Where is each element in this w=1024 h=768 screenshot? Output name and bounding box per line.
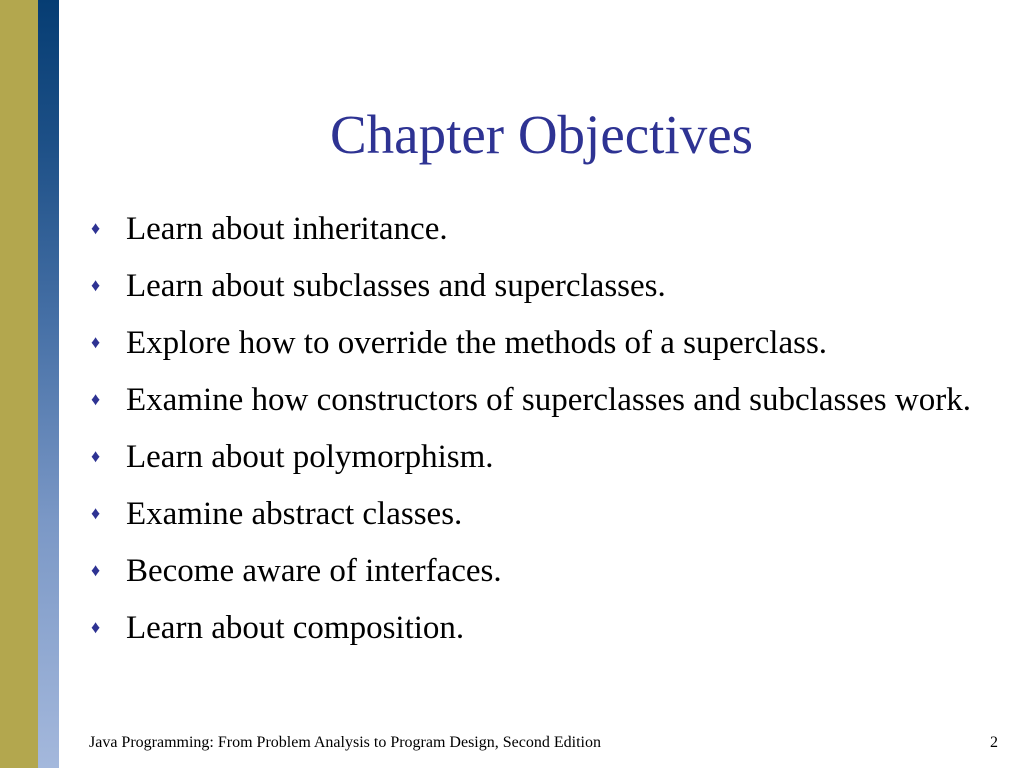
diamond-bullet-icon: ♦ (91, 503, 101, 523)
list-item (89, 605, 999, 652)
slide-title: Chapter Objectives (329, 104, 754, 165)
objectives-list (89, 206, 999, 662)
left-gold-stripe (0, 0, 38, 768)
list-item (89, 206, 999, 253)
diamond-bullet-icon: ♦ (91, 218, 101, 238)
left-blue-stripe (38, 0, 59, 768)
diamond-bullet-icon: ♦ (91, 275, 101, 295)
diamond-bullet-icon: ♦ (91, 389, 101, 409)
list-item (89, 263, 999, 310)
list-item-text: Examine abstract classes. (126, 496, 463, 532)
diamond-bullet-icon: ♦ (91, 560, 101, 580)
footer-book-title: Java Programming: From Problem Analysis to Program Design, Second Edition (89, 734, 601, 751)
list-item-text: Become aware of interfaces. (126, 553, 502, 589)
list-item (89, 434, 999, 481)
diamond-bullet-icon: ♦ (91, 332, 101, 352)
list-item-text: Learn about polymorphism. (126, 439, 494, 475)
list-item-text: Learn about composition. (126, 610, 465, 646)
list-item-text: Examine how constructors of superclasses and subclasses work. (126, 382, 971, 418)
diamond-bullet-icon: ♦ (91, 446, 101, 466)
list-item-text: Learn about subclasses and superclasses. (126, 268, 666, 304)
list-item-text: Explore how to override the methods of a superclass. (126, 325, 828, 361)
diamond-bullet-icon: ♦ (91, 617, 101, 637)
list-item-text: Learn about inheritance. (126, 211, 448, 247)
list-item (89, 320, 999, 367)
list-item (89, 491, 999, 538)
list-item (89, 377, 999, 424)
list-item (89, 548, 999, 595)
page-number: 2 (990, 734, 998, 751)
